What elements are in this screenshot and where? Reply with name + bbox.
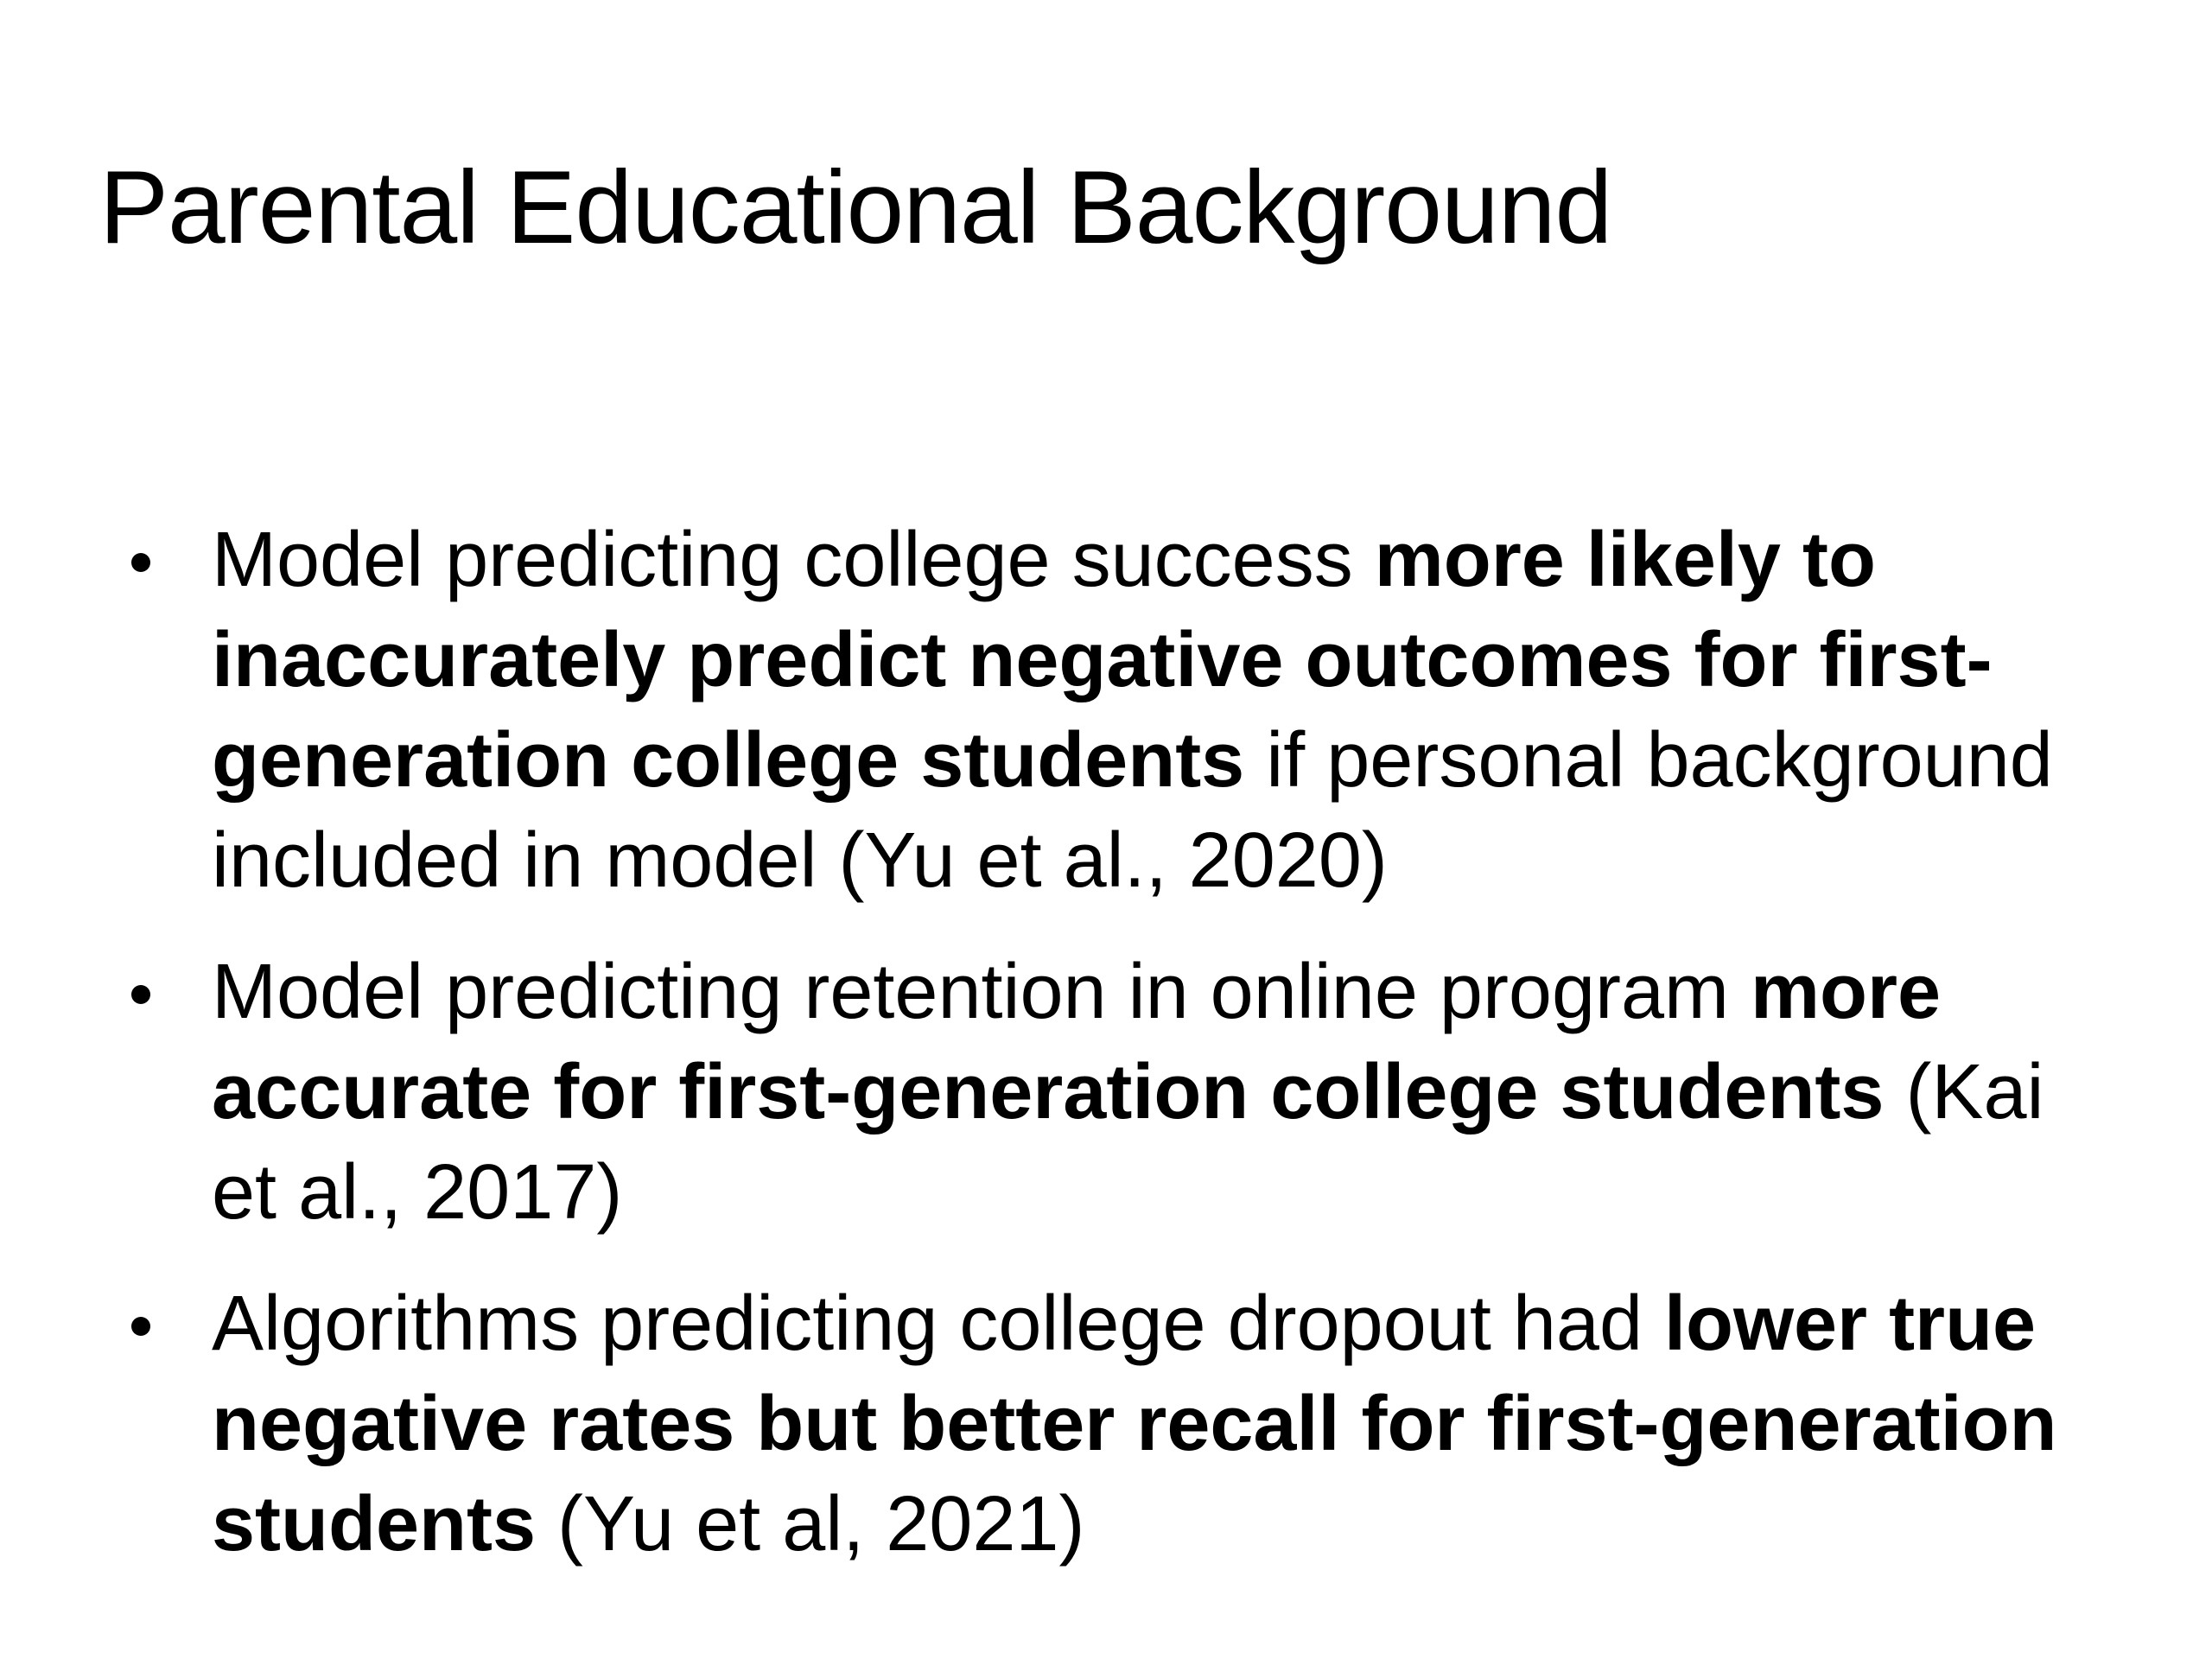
- slide-title: Parental Educational Background: [99, 149, 1612, 265]
- bullet-text-normal: (Yu et al, 2021): [536, 1481, 1085, 1567]
- bullet-item: [121, 510, 2100, 911]
- bullet-text-normal: (Kai et al., 2017): [212, 1049, 2044, 1236]
- bullet-item: [121, 942, 2100, 1243]
- bullet-text-bold: lower true negative rates but better recall for first-generation students: [212, 1281, 2057, 1567]
- bullet-item: [121, 1274, 2100, 1574]
- bullet-list: [121, 510, 2100, 1605]
- bullet-dot-icon: [131, 553, 150, 572]
- bullet-text-bold: more accurate for first-generation college students: [212, 949, 1942, 1135]
- bullet-dot-icon: [131, 1317, 150, 1336]
- bullet-text-normal: Model predicting retention in online program: [212, 949, 1751, 1035]
- bullet-text-normal: Model predicting college success: [212, 517, 1375, 603]
- bullet-text-normal: if personal background included in model (Yu et al., 2020): [212, 717, 2053, 904]
- bullet-text-normal: Algorithms predicting college dropout had: [212, 1281, 1664, 1367]
- bullet-dot-icon: [131, 985, 150, 1004]
- bullet-text-bold: more likely to inaccurately predict negative outcomes for first-generation college students: [212, 517, 1993, 804]
